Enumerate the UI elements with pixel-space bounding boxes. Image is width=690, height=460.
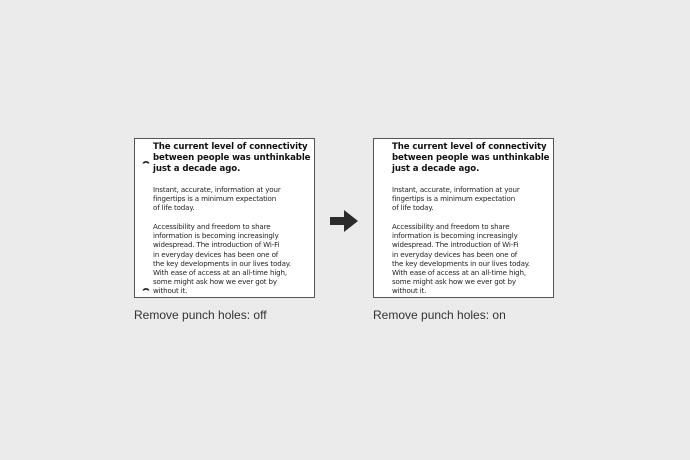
document-title: The current level of connectivity between people was unthinkable just a decade ago. <box>153 142 311 175</box>
document-paragraph-1: Instant, accurate, information at your fingertips is a minimum expectation of life today. <box>392 185 520 213</box>
punch-hole-mark-icon <box>141 282 151 292</box>
document-preview-after <box>373 138 554 298</box>
document-paragraph-2: Accessibility and freedom to share information is becoming increasingly widespread. The introduction of Wi-Fi in everyday devices has been one of the key developments in our lives today. With ease of access at an all-time high, some might ask how we ever got by without it. <box>392 222 530 296</box>
arrow-right-icon <box>328 208 360 234</box>
document-title: The current level of connectivity between people was unthinkable just a decade ago. <box>392 142 550 175</box>
punch-hole-mark-icon <box>141 155 151 165</box>
document-preview-before <box>134 138 315 298</box>
caption-after: Remove punch holes: on <box>373 308 506 322</box>
caption-before: Remove punch holes: off <box>134 308 267 322</box>
document-paragraph-1: Instant, accurate, information at your fingertips is a minimum expectation of life today. <box>153 185 281 213</box>
document-paragraph-2: Accessibility and freedom to share information is becoming increasingly widespread. The introduction of Wi-Fi in everyday devices has been one of the key developments in our lives today. With ease of access at an all-time high, some might ask how we ever got by without it. <box>153 222 291 296</box>
